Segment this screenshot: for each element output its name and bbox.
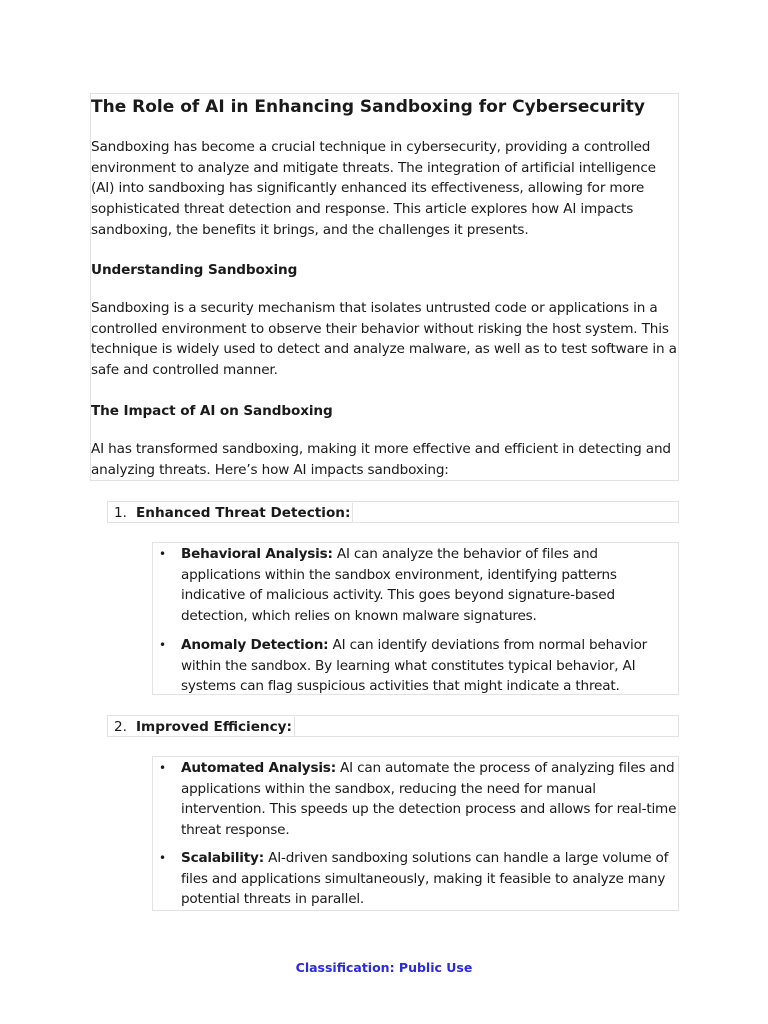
list-number: 1. <box>114 505 127 521</box>
bullet-item <box>181 544 679 627</box>
numbered-list-item <box>107 501 679 523</box>
bullet-term: Anomaly Detection: <box>181 637 329 653</box>
bullet-item <box>181 635 679 697</box>
intro-paragraph: Sandboxing has become a crucial technique in cybersecurity, providing a controlled environment to analyze and mitigate threats. The integration of artificial intelligence (AI) into sandboxing has significantly enhanced its effectiveness, allowing for more sophisticated threat detection and response. This article explores how AI impacts sandboxing, the benefits it brings, and the challenges it presents. <box>91 139 656 238</box>
section-heading-ai-impact: The Impact of AI on Sandboxing <box>91 403 333 419</box>
bullet-term: Scalability: <box>181 850 264 866</box>
bullet-item <box>181 848 679 910</box>
numbered-list-item <box>107 715 679 737</box>
section-body-understanding-sandboxing: Sandboxing is a security mechanism that isolates untrusted code or applications in a controlled environment to observe their behavior without risking the host system. This technique is widely used to detect and analyze malware, as well as to test software in a safe and controlled manner. <box>91 300 677 379</box>
list-item-label: Enhanced Threat Detection: <box>136 503 353 523</box>
list-item-label: Improved Efficiency: <box>136 717 295 737</box>
bullet-list <box>152 542 679 695</box>
bullet-description: AI can identify deviations from normal behavior within the sandbox. By learning what constitutes typical behavior, AI systems can flag suspicious activities that might indicate a threat. <box>181 637 648 695</box>
bullet-description: AI can analyze the behavior of files and applications within the sandbox environment, identifying patterns indicative of malicious activity. This goes beyond signature-based detection, which relies on known malware signatures. <box>181 546 617 625</box>
bullet-description: AI-driven sandboxing solutions can handle a large volume of files and applications simultaneously, making it feasible to analyze many potential threats in parallel. <box>181 850 669 908</box>
bullet-icon: • <box>159 851 167 865</box>
classification-footer: Classification: Public Use <box>295 960 473 975</box>
list-number: 2. <box>114 719 127 735</box>
bullet-term: Automated Analysis: <box>181 760 336 776</box>
bullet-icon: • <box>159 638 167 652</box>
bullet-icon: • <box>159 547 167 561</box>
document-title: The Role of AI in Enhancing Sandboxing for Cybersecurity <box>91 97 646 117</box>
bullet-list <box>152 756 679 911</box>
section-heading-understanding-sandboxing: Understanding Sandboxing <box>91 262 298 278</box>
bullet-item <box>181 758 679 841</box>
bullet-description: AI can automate the process of analyzing files and applications within the sandbox, reducing the need for manual intervention. This speeds up the detection process and allows for real-time threat response. <box>181 760 677 839</box>
bullet-term: Behavioral Analysis: <box>181 546 333 562</box>
section-body-ai-impact: AI has transformed sandboxing, making it more effective and efficient in detecting and analyzing threats. Here’s how AI impacts sandboxing: <box>91 441 671 478</box>
bullet-icon: • <box>159 761 167 775</box>
